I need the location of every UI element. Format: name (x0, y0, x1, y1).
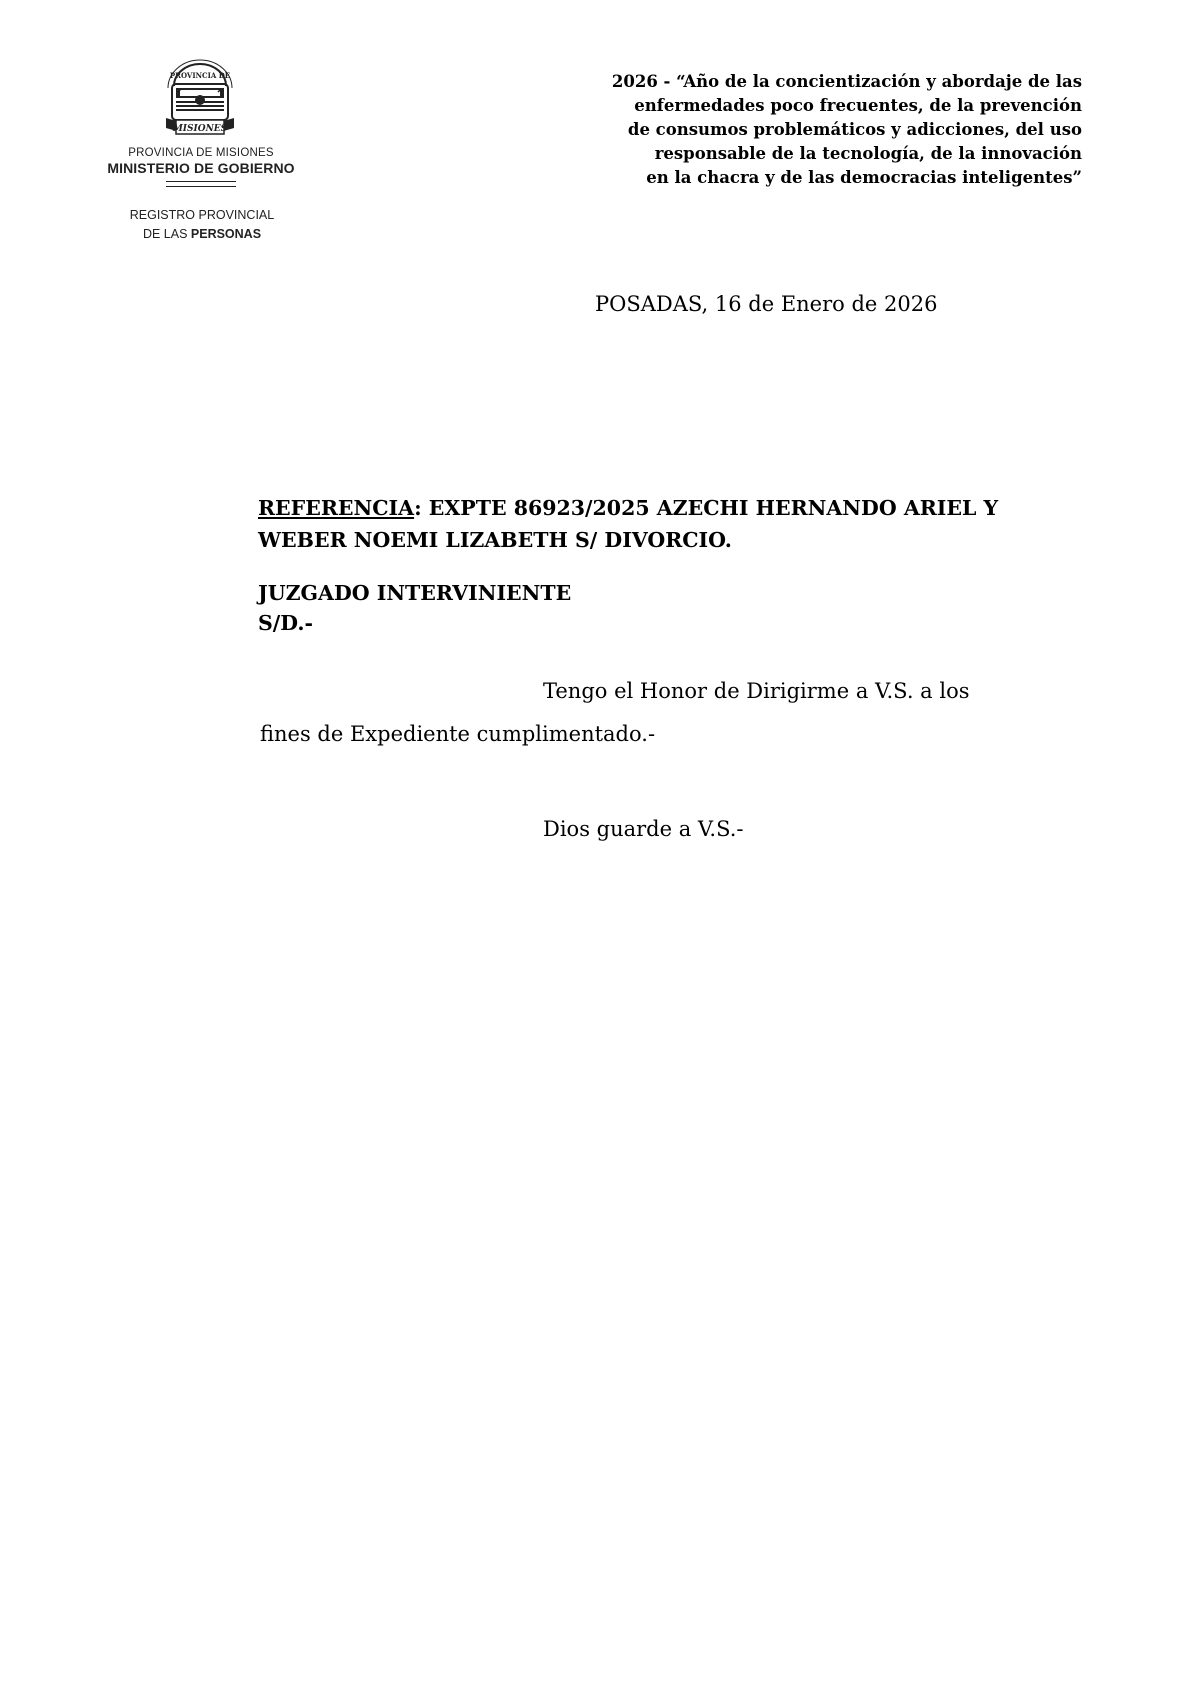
registry-line-2-prefix: DE LAS (142, 227, 188, 241)
motto-line: responsable de la tecnología, de la innovación (654, 144, 1082, 163)
registry-block (100, 206, 304, 244)
motto-line: 2026 - “Año de la concientización y abordaje de las (611, 72, 1082, 91)
registry-line-2-bold: PERSONAS (190, 227, 262, 241)
recipient-line-2: S/D.- (258, 611, 313, 635)
provincial-seal-icon (160, 56, 240, 140)
registry-line-2 (100, 225, 304, 244)
seal-arc-text: PROVINCIA DE (169, 71, 231, 80)
seal-banner-text: MISIONES (172, 124, 228, 134)
motto-line: de consumos problemáticos y adicciones, del uso (627, 120, 1082, 139)
reference-line-1-rest: : EXPTE 86923/2025 AZECHI HERNANDO ARIEL Y (414, 496, 999, 520)
reference-line-2: WEBER NOEMI LIZABETH S/ DIVORCIO. (258, 528, 732, 552)
reference-block (258, 492, 1088, 556)
registry-line-1: REGISTRO PROVINCIAL (129, 208, 275, 222)
recipient-block (258, 578, 571, 638)
body-line-1: Tengo el Honor de Dirigirme a V.S. a los (543, 679, 970, 703)
motto-line: en la chacra y de las democracias inteligentes” (646, 168, 1082, 187)
province-label: PROVINCIA DE MISIONES (128, 147, 274, 159)
reference-label: REFERENCIA (258, 496, 415, 520)
ministry-label: MINISTERIO DE GOBIERNO (107, 160, 295, 176)
reference-line-1 (258, 492, 1088, 524)
closing-line: Dios guarde a V.S.- (543, 817, 744, 841)
motto-line: enfermedades poco frecuentes, de la prevención (634, 96, 1082, 115)
recipient-line-1: JUZGADO INTERVINIENTE (258, 581, 572, 605)
date-line: POSADAS, 16 de Enero de 2026 (595, 292, 938, 316)
ministry-divider (166, 181, 236, 187)
ministry-block (82, 146, 320, 187)
year-motto (500, 70, 1082, 190)
body-line-2: fines de Expediente cumplimentado.- (260, 722, 656, 746)
